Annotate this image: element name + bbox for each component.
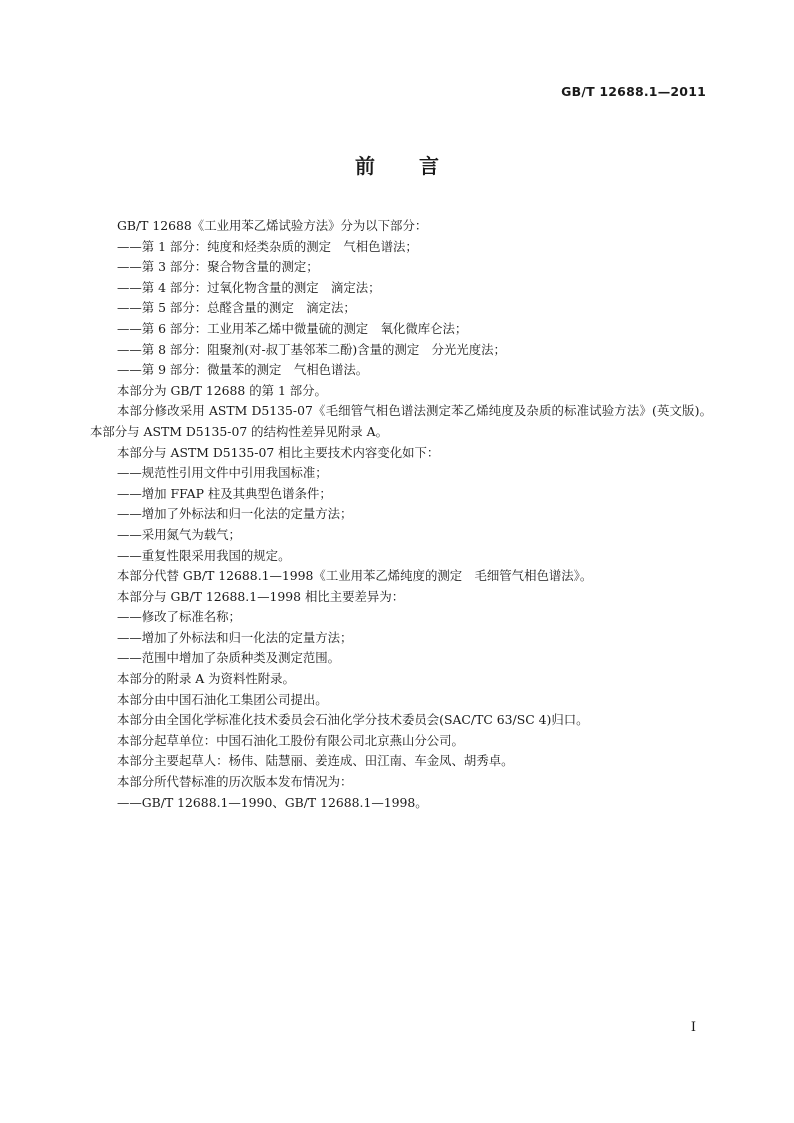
list-item-part-8: ——第 8 部分：阻聚剂(对-叔丁基邻苯二酚)含量的测定 分光光度法； — [117, 341, 506, 357]
list-item-part-4: ——第 4 部分：过氧化物含量的测定 滴定法； — [117, 279, 381, 295]
list-item-part-5: ——第 5 部分：总醛含量的测定 滴定法； — [117, 300, 356, 316]
list-item-change-3: ——增加了外标法和归一化法的定量方法； — [117, 506, 353, 522]
list-item-difference-1: ——修改了标准名称； — [117, 609, 241, 625]
list-item-difference-3: ——范围中增加了杂质种类及测定范围。 — [117, 650, 341, 666]
list-item-change-4: ——采用氮气为载气； — [117, 526, 241, 542]
paragraph-centralized-by: 本部分由全国化学标准化技术委员会石油化学分技术委员会(SAC/TC 63/SC 4)归口。 — [117, 712, 589, 728]
list-item-part-6: ——第 6 部分：工业用苯乙烯中微量硫的测定 氧化微库仑法； — [117, 320, 468, 336]
paragraph-replaces: 本部分代替 GB/T 12688.1—1998《工业用苯乙烯纯度的测定 毛细管气相色谱法》。 — [117, 568, 593, 584]
list-item-difference-2: ——增加了外标法和归一化法的定量方法； — [117, 629, 353, 645]
paragraph-adoption: 本部分修改采用 ASTM D5135-07《毛细管气相色谱法测定苯乙烯纯度及杂质的标准试验方法》(英文版)。本部分与 ASTM D5135-07 的结构性差异见附录 A。 — [90, 403, 712, 439]
standard-code: GB/T 12688.1—2011 — [561, 84, 706, 99]
paragraph-proposed-by: 本部分由中国石油化工集团公司提出。 — [117, 691, 328, 707]
paragraph-drafters: 本部分主要起草人：杨伟、陆慧丽、姜连成、田江南、车金凤、胡秀卓。 — [117, 753, 514, 769]
paragraph-differences: 本部分与 GB/T 12688.1—1998 相比主要差异为： — [117, 588, 405, 604]
list-item-part-3: ——第 3 部分：聚合物含量的测定； — [117, 259, 319, 275]
page-number: I — [690, 1020, 696, 1035]
paragraph-previous-editions: 本部分所代替标准的历次版本发布情况为： — [117, 774, 353, 790]
list-item-previous-editions: ——GB/T 12688.1—1990、GB/T 12688.1—1998。 — [117, 794, 428, 810]
list-item-change-1: ——规范性引用文件中引用我国标准； — [117, 465, 328, 481]
foreword-body — [90, 216, 712, 813]
list-item-change-2: ——增加 FFAP 柱及其典型色谱条件； — [117, 485, 332, 501]
paragraph-annex: 本部分的附录 A 为资料性附录。 — [117, 671, 295, 687]
paragraph-tech-changes: 本部分与 ASTM D5135-07 相比主要技术内容变化如下： — [117, 444, 440, 460]
list-item-part-9: ——第 9 部分：微量苯的测定 气相色谱法。 — [117, 362, 369, 378]
page-title: 前言 — [355, 154, 483, 178]
list-item-change-5: ——重复性限采用我国的规定。 — [117, 547, 291, 563]
list-item-part-1: ——第 1 部分：纯度和烃类杂质的测定 气相色谱法； — [117, 238, 418, 254]
paragraph-this-part: 本部分为 GB/T 12688 的第 1 部分。 — [117, 382, 327, 398]
paragraph-parts-intro: GB/T 12688《工业用苯乙烯试验方法》分为以下部分： — [117, 218, 428, 233]
paragraph-drafting-unit: 本部分起草单位：中国石油化工股份有限公司北京燕山分公司。 — [117, 732, 464, 748]
